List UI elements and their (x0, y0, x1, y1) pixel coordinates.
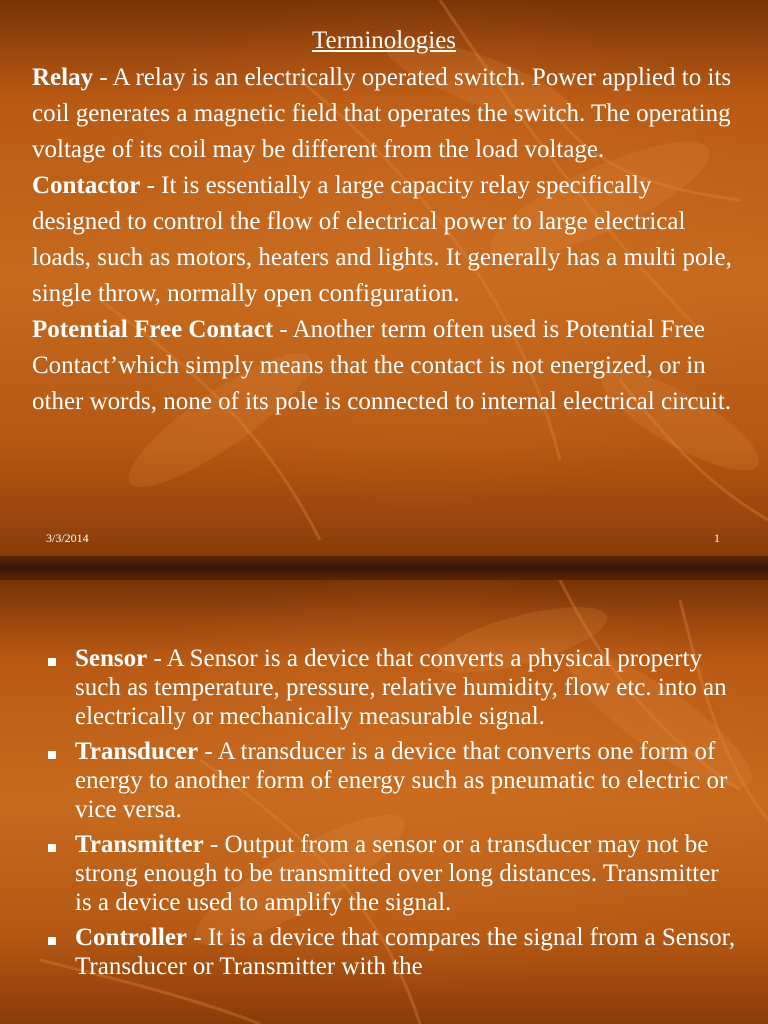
square-bullet-icon (48, 751, 56, 759)
paragraph-contactor (32, 168, 732, 312)
list-item (48, 644, 738, 731)
footer-page-number: 1 (714, 531, 720, 545)
footer-date: 3/3/2014 (46, 531, 89, 545)
definition-controller: - It is a device that compares the signal from a Sensor, Transducer or Transmitter with the (75, 924, 736, 980)
square-bullet-icon (48, 658, 56, 666)
definition-transmitter: - Output from a sensor or a transducer may not be strong enough to be transmitted over long distances. Transmitter is a device used to amplify the signal. (75, 831, 719, 916)
slide-2 (0, 580, 768, 1024)
term-transducer: Transducer (75, 738, 199, 765)
list-item (48, 830, 738, 917)
term-potential-free-contact: Potential Free Contact (32, 316, 274, 343)
definition-contactor: - It is essentially a large capacity relay specifically designed to control the flow of electrical power to large electrical loads, such as motors, heaters and lights. It generally has a multi pole, single throw, normally open configuration. (32, 172, 732, 307)
slide-separator (0, 556, 768, 580)
square-bullet-icon (48, 844, 56, 852)
term-transmitter: Transmitter (75, 831, 204, 858)
definition-transducer: - A transducer is a device that converts one form of energy to another form of energy such as pneumatic to electric or vice versa. (75, 738, 728, 823)
square-bullet-icon (48, 937, 56, 945)
definition-relay: - A relay is an electrically operated switch. Power applied to its coil generates a magnetic field that operates the switch. The operating voltage of its coil may be different from the load voltage. (32, 64, 732, 163)
definition-sensor: - A Sensor is a device that converts a physical property such as temperature, pressure, relative humidity, flow etc. into an electrically or mechanically measurable signal. (75, 645, 727, 730)
paragraph-potential-free-contact (32, 312, 732, 420)
term-sensor: Sensor (75, 645, 148, 672)
slide-title: Terminologies (311, 27, 457, 54)
paragraph-relay (32, 60, 732, 168)
slide-body (32, 60, 732, 420)
term-controller: Controller (75, 924, 188, 951)
list-item (48, 923, 738, 981)
term-relay: Relay (32, 64, 94, 91)
definition-potential-free-contact: - Another term often used is Potential Free Contact’which simply means that the contact is not energized, or in other words, none of its pole is connected to internal electrical circuit. (32, 316, 732, 415)
list-item (48, 737, 738, 824)
term-contactor: Contactor (32, 172, 141, 199)
definition-list (48, 644, 738, 987)
